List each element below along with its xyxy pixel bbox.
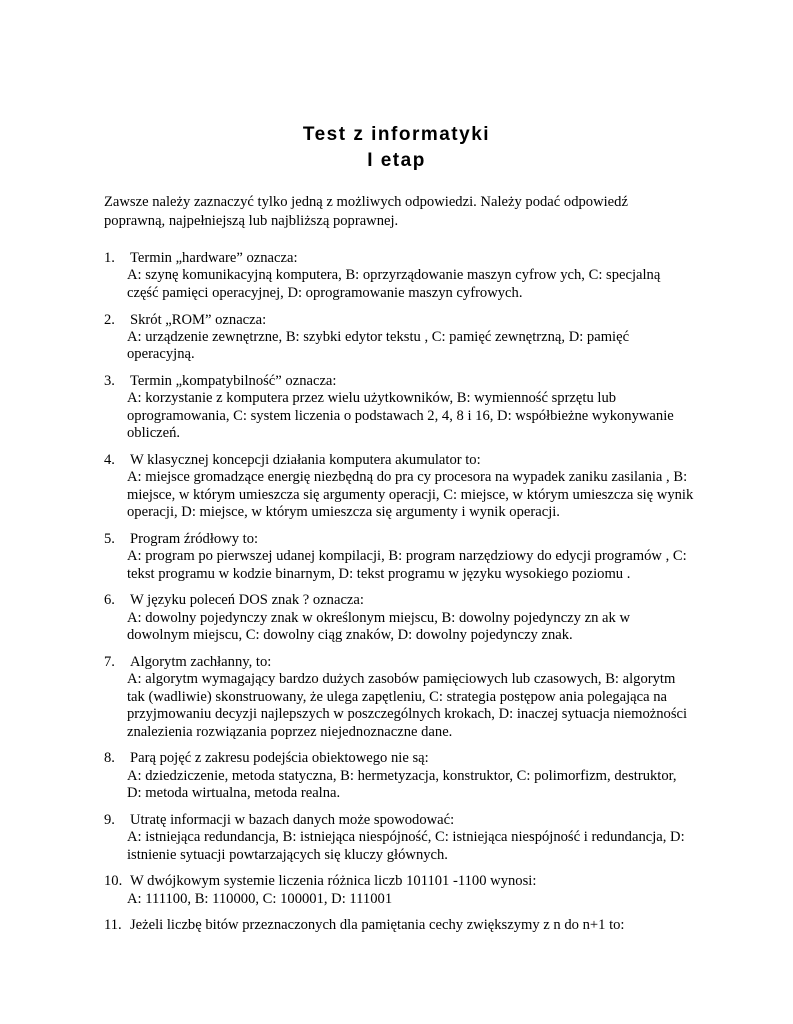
question-answers: A: urządzenie zewnętrzne, B: szybki edytor tekstu , C: pamięć zewnętrzną, D: pamięć operacyjną.	[127, 328, 630, 363]
question-number: 10.	[104, 873, 123, 890]
document-subtitle: I etap	[367, 150, 426, 171]
question-text: Skrót „ROM” oznacza:	[130, 311, 267, 328]
question-number: 5.	[104, 530, 115, 547]
question-answers: A: miejsce gromadzące energię niezbędną do pra cy procesora na wypadek zaniku zasilania , B: miejsce, w którym umieszcza się argumenty operacji, C: miejsce, w którym umieszcza się wynik operacji, D: miejsce, w którym umieszcza się argumenty i wynik operacji.	[127, 469, 694, 521]
question-item	[104, 654, 694, 741]
question-item	[104, 750, 694, 802]
question-text: Jeżeli liczbę bitów przeznaczonych dla pamiętania cechy zwiększymy z n do n+1 to:	[130, 917, 625, 934]
question-item	[104, 250, 694, 302]
question-item	[104, 812, 694, 864]
question-item	[104, 917, 694, 934]
question-answers: A: dowolny pojedynczy znak w określonym miejscu, B: dowolny pojedynczy zn ak w dowolnym miejscu, C: dowolny ciąg znaków, D: dowolny pojedynczy znak.	[127, 609, 630, 644]
question-number: 6.	[104, 592, 115, 609]
question-text: Termin „hardware” oznacza:	[130, 250, 298, 266]
question-answers: A: istniejąca redundancja, B: istniejąca niespójność, C: istniejąca niespójność i redundancja, D: istnienie sytuacji powtarzających się kluczy głównych.	[127, 829, 685, 863]
question-item	[104, 452, 694, 522]
question-text: Parą pojęć z zakresu podejścia obiektowego nie są:	[130, 750, 429, 767]
question-answers: A: 111100, B: 110000, C: 100001, D: 111001	[127, 890, 393, 907]
question-answers: A: szynę komunikacyjną komputera, B: oprzyrządowanie maszyn cyfrow ych, C: specjalną część pamięci operacyjnej, D: oprogramowanie maszyn cyfrowych.	[127, 267, 661, 301]
question-text: W klasycznej koncepcji działania komputera akumulator to:	[130, 451, 481, 468]
question-number: 9.	[104, 811, 115, 828]
question-answers: A: program po pierwszej udanej kompilacji, B: program narzędziowy do edycji programów , C: tekst programu w kodzie binarnym, D: tekst programu w języku wysokiego poziomu .	[127, 548, 687, 582]
question-number: 3.	[104, 373, 115, 390]
question-answers: A: algorytm wymagający bardzo dużych zasobów pamięciowych lub czasowych, B: algorytm tak (wadliwie) skonstruowany, że ulega zapętleniu, C: strategia postępow ania polegająca na przyjmowaniu decyzji najlepszych w poszczególnych krokach, D: inaczej sytuacja niemożności znalezienia rozwiązania poprzez niejednoznaczne dane.	[127, 671, 688, 740]
question-item	[104, 373, 694, 443]
question-item	[104, 592, 694, 644]
question-text: W języku poleceń DOS znak ? oznacza:	[130, 592, 364, 609]
question-number: 1.	[104, 250, 115, 266]
question-number: 7.	[104, 653, 115, 670]
question-answers: A: dziedziczenie, metoda statyczna, B: hermetyzacja, konstruktor, C: polimorfizm, destruktor, D: metoda wirtualna, metoda realna.	[127, 767, 677, 802]
question-number: 4.	[104, 451, 115, 468]
question-item	[104, 312, 694, 364]
question-text: Utratę informacji w bazach danych może spowodować:	[130, 811, 455, 828]
document-title: Test z informatyki	[302, 124, 491, 145]
question-number: 11.	[104, 917, 122, 934]
question-number: 2.	[104, 311, 115, 328]
question-text: Algorytm zachłanny, to:	[130, 653, 272, 670]
question-number: 8.	[104, 750, 115, 767]
question-item	[104, 873, 694, 908]
question-item	[104, 531, 694, 583]
question-text: Termin „kompatybilność” oznacza:	[130, 373, 337, 390]
instructions-paragraph: Zawsze należy zaznaczyć tylko jedną z możliwych odpowiedzi. Należy podać odpowiedź poprawną, najpełniejszą lub najbliższą poprawnej.	[104, 194, 628, 229]
question-answers: A: korzystanie z komputera przez wielu użytkowników, B: wymienność sprzętu lub oprogramowania, C: system liczenia o podstawach 2, 4, 8 i 16, D: współbieżne wykonywanie obliczeń.	[127, 390, 674, 442]
question-text: W dwójkowym systemie liczenia różnica liczb 101101 -1100 wynosi:	[130, 873, 537, 890]
question-list	[104, 250, 694, 944]
question-text: Program źródłowy to:	[130, 530, 259, 547]
